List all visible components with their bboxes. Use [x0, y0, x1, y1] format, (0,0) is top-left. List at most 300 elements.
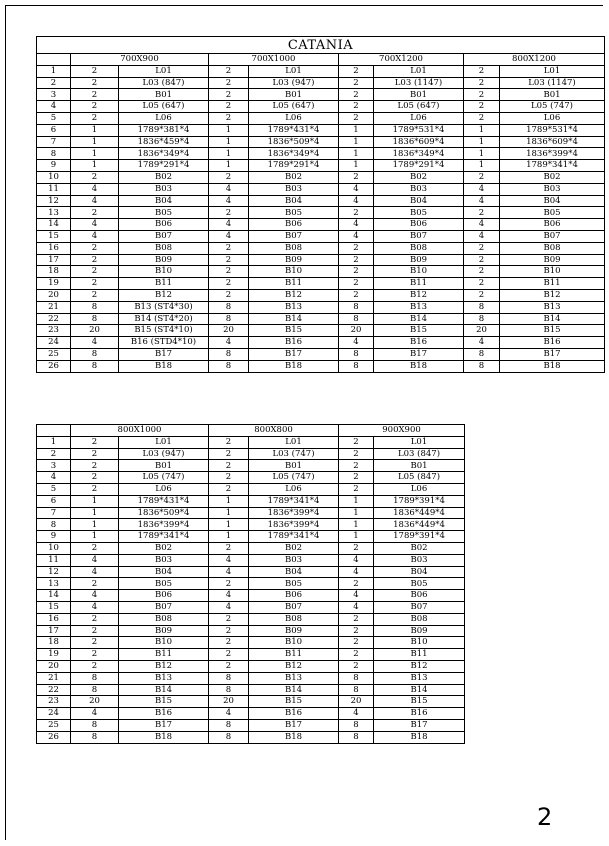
parts-table-1: [36, 36, 605, 373]
part-code-cell: L01: [249, 436, 339, 448]
table-row: [37, 360, 605, 372]
quantity-cell: 2: [209, 77, 249, 89]
table-row: [37, 684, 465, 696]
quantity-cell: 2: [71, 460, 119, 472]
quantity-cell: 4: [339, 590, 374, 602]
quantity-cell: 2: [339, 625, 374, 637]
quantity-cell: 20: [339, 696, 374, 708]
size-header: 800X800: [209, 425, 339, 437]
table-row: [37, 136, 605, 148]
quantity-cell: 2: [339, 101, 374, 113]
table-row: [37, 101, 605, 113]
part-code-cell: 1836*609*4: [374, 136, 464, 148]
table-row: [37, 590, 465, 602]
part-code-cell: B12: [249, 660, 339, 672]
quantity-cell: 1: [209, 495, 249, 507]
part-code-cell: B07: [374, 230, 464, 242]
part-code-cell: B17: [119, 348, 209, 360]
quantity-cell: 4: [464, 219, 500, 231]
part-code-cell: 1789*431*4: [249, 124, 339, 136]
part-code-cell: 1789*341*4: [249, 531, 339, 543]
row-number-cell: 9: [37, 160, 71, 172]
row-number-cell: 21: [37, 672, 71, 684]
part-code-cell: B14 (ST4*20): [119, 313, 209, 325]
part-code-cell: B08: [500, 242, 605, 254]
part-code-cell: B08: [249, 242, 339, 254]
quantity-cell: 8: [71, 301, 119, 313]
part-code-cell: 1789*291*4: [119, 160, 209, 172]
part-code-cell: B15: [374, 696, 465, 708]
row-number-cell: 23: [37, 325, 71, 337]
quantity-cell: 8: [209, 313, 249, 325]
part-code-cell: B16: [500, 337, 605, 349]
quantity-cell: 8: [339, 731, 374, 743]
part-code-cell: B02: [119, 171, 209, 183]
part-code-cell: B11: [500, 278, 605, 290]
quantity-cell: 1: [339, 148, 374, 160]
part-code-cell: B12: [119, 289, 209, 301]
part-code-cell: B13: [249, 672, 339, 684]
quantity-cell: 4: [209, 230, 249, 242]
quantity-cell: 2: [339, 278, 374, 290]
part-code-cell: B04: [374, 566, 465, 578]
part-code-cell: L05 (747): [500, 101, 605, 113]
quantity-cell: 4: [339, 337, 374, 349]
part-code-cell: L01: [249, 65, 339, 77]
table-row: [37, 289, 605, 301]
quantity-cell: 4: [71, 183, 119, 195]
quantity-cell: 4: [71, 601, 119, 613]
quantity-cell: 1: [71, 148, 119, 160]
quantity-cell: 4: [71, 219, 119, 231]
row-number-cell: 8: [37, 148, 71, 160]
quantity-cell: 2: [339, 112, 374, 124]
table-row: [37, 531, 465, 543]
table-row: [37, 219, 605, 231]
part-code-cell: B13: [119, 672, 209, 684]
part-code-cell: L05 (847): [374, 472, 465, 484]
part-code-cell: B07: [249, 230, 339, 242]
part-code-cell: B04: [374, 195, 464, 207]
part-code-cell: B06: [374, 219, 464, 231]
part-code-cell: B16 (STD4*10): [119, 337, 209, 349]
row-number-cell: 11: [37, 183, 71, 195]
table-row: [37, 148, 605, 160]
part-code-cell: B01: [374, 89, 464, 101]
part-code-cell: B08: [374, 242, 464, 254]
part-code-cell: B14: [374, 684, 465, 696]
part-code-cell: B15: [374, 325, 464, 337]
quantity-cell: 2: [464, 112, 500, 124]
quantity-cell: 4: [209, 601, 249, 613]
quantity-cell: 8: [71, 672, 119, 684]
quantity-cell: 1: [71, 136, 119, 148]
quantity-cell: 2: [339, 448, 374, 460]
quantity-cell: 2: [339, 660, 374, 672]
row-number-cell: 19: [37, 649, 71, 661]
quantity-cell: 8: [209, 348, 249, 360]
table-row: [37, 254, 605, 266]
part-code-cell: 1789*531*4: [374, 124, 464, 136]
quantity-cell: 2: [339, 77, 374, 89]
part-code-cell: L01: [119, 65, 209, 77]
part-code-cell: 1789*341*4: [249, 495, 339, 507]
quantity-cell: 1: [209, 148, 249, 160]
part-code-cell: B16: [119, 708, 209, 720]
part-code-cell: B06: [119, 590, 209, 602]
quantity-cell: 8: [339, 684, 374, 696]
quantity-cell: 1: [71, 507, 119, 519]
quantity-cell: 1: [339, 519, 374, 531]
quantity-cell: 4: [71, 195, 119, 207]
quantity-cell: 4: [209, 554, 249, 566]
part-code-cell: B04: [119, 195, 209, 207]
part-code-cell: L01: [374, 65, 464, 77]
row-number-cell: 7: [37, 507, 71, 519]
table-row: [37, 519, 465, 531]
table-row: [37, 649, 465, 661]
row-number-cell: 1: [37, 65, 71, 77]
part-code-cell: L06: [249, 483, 339, 495]
part-code-cell: B13: [374, 672, 465, 684]
quantity-cell: 2: [71, 625, 119, 637]
quantity-cell: 2: [209, 578, 249, 590]
table-row: [37, 436, 465, 448]
part-code-cell: B12: [500, 289, 605, 301]
table-row: [37, 337, 605, 349]
part-code-cell: B13: [249, 301, 339, 313]
part-code-cell: B01: [249, 89, 339, 101]
row-number-cell: 2: [37, 77, 71, 89]
quantity-cell: 4: [464, 337, 500, 349]
part-code-cell: B03: [500, 183, 605, 195]
part-code-cell: L03 (947): [249, 77, 339, 89]
quantity-cell: 2: [209, 483, 249, 495]
quantity-cell: 1: [209, 124, 249, 136]
row-number-cell: 21: [37, 301, 71, 313]
quantity-cell: 4: [71, 566, 119, 578]
table-row: [37, 171, 605, 183]
quantity-cell: 8: [71, 731, 119, 743]
part-code-cell: B01: [374, 460, 465, 472]
quantity-cell: 2: [71, 289, 119, 301]
row-number-cell: 13: [37, 578, 71, 590]
table-row: [37, 566, 465, 578]
quantity-cell: 2: [339, 171, 374, 183]
quantity-cell: 20: [71, 696, 119, 708]
row-number-cell: 16: [37, 242, 71, 254]
quantity-cell: 2: [464, 254, 500, 266]
table-row: [37, 278, 605, 290]
quantity-cell: 2: [71, 542, 119, 554]
part-code-cell: B09: [249, 625, 339, 637]
quantity-cell: 2: [339, 89, 374, 101]
quantity-cell: 2: [71, 436, 119, 448]
part-code-cell: 1836*349*4: [119, 148, 209, 160]
table-row: [37, 613, 465, 625]
table-row: [37, 472, 465, 484]
quantity-cell: 4: [209, 566, 249, 578]
quantity-cell: 8: [464, 348, 500, 360]
quantity-cell: 4: [464, 195, 500, 207]
part-code-cell: B11: [374, 278, 464, 290]
quantity-cell: 2: [71, 171, 119, 183]
row-number-cell: 13: [37, 207, 71, 219]
quantity-cell: 2: [339, 637, 374, 649]
table-row: [37, 230, 605, 242]
quantity-cell: 2: [71, 637, 119, 649]
quantity-cell: 20: [71, 325, 119, 337]
part-code-cell: B06: [249, 219, 339, 231]
quantity-cell: 2: [71, 77, 119, 89]
part-code-cell: 1836*349*4: [374, 148, 464, 160]
quantity-cell: 8: [464, 313, 500, 325]
quantity-cell: 20: [209, 325, 249, 337]
size-header: 700X900: [71, 54, 209, 66]
table-row: [37, 89, 605, 101]
row-number-cell: 3: [37, 460, 71, 472]
part-code-cell: B18: [119, 360, 209, 372]
header-blank-cell: [37, 54, 71, 66]
row-number-cell: 20: [37, 289, 71, 301]
quantity-cell: 1: [71, 519, 119, 531]
quantity-cell: 1: [71, 531, 119, 543]
row-number-cell: 5: [37, 483, 71, 495]
part-code-cell: 1836*509*4: [119, 507, 209, 519]
part-code-cell: B16: [249, 708, 339, 720]
quantity-cell: 1: [339, 136, 374, 148]
part-code-cell: 1836*399*4: [500, 148, 605, 160]
row-number-cell: 25: [37, 348, 71, 360]
table-row: [37, 183, 605, 195]
row-number-cell: 11: [37, 554, 71, 566]
table-row: [37, 708, 465, 720]
part-code-cell: 1836*399*4: [249, 507, 339, 519]
table-row: [37, 731, 465, 743]
part-code-cell: B18: [374, 731, 465, 743]
quantity-cell: 2: [71, 254, 119, 266]
part-code-cell: L05 (647): [119, 101, 209, 113]
part-code-cell: B17: [249, 719, 339, 731]
row-number-cell: 4: [37, 472, 71, 484]
part-code-cell: B01: [249, 460, 339, 472]
table-row: [37, 195, 605, 207]
table-row: [37, 601, 465, 613]
part-code-cell: B10: [249, 637, 339, 649]
table-row: [37, 112, 605, 124]
quantity-cell: 2: [209, 637, 249, 649]
quantity-cell: 4: [339, 230, 374, 242]
table-row: [37, 625, 465, 637]
quantity-cell: 4: [339, 183, 374, 195]
quantity-cell: 2: [209, 472, 249, 484]
part-code-cell: B05: [119, 578, 209, 590]
quantity-cell: 2: [464, 242, 500, 254]
quantity-cell: 8: [209, 360, 249, 372]
row-number-cell: 18: [37, 637, 71, 649]
part-code-cell: L05 (747): [249, 472, 339, 484]
table-row: [37, 578, 465, 590]
part-code-cell: B14: [249, 313, 339, 325]
part-code-cell: B08: [119, 242, 209, 254]
part-code-cell: B15: [249, 325, 339, 337]
size-header-row: [37, 54, 605, 66]
part-code-cell: 1789*531*4: [500, 124, 605, 136]
table-row: [37, 207, 605, 219]
quantity-cell: 2: [209, 460, 249, 472]
page-number: 2: [537, 803, 553, 831]
part-code-cell: L05 (647): [374, 101, 464, 113]
quantity-cell: 8: [464, 301, 500, 313]
quantity-cell: 2: [71, 112, 119, 124]
table-row: [37, 637, 465, 649]
part-code-cell: B16: [374, 337, 464, 349]
part-code-cell: B07: [119, 230, 209, 242]
quantity-cell: 2: [71, 472, 119, 484]
quantity-cell: 2: [209, 112, 249, 124]
part-code-cell: B16: [374, 708, 465, 720]
quantity-cell: 2: [464, 65, 500, 77]
part-code-cell: 1836*449*4: [374, 507, 465, 519]
part-code-cell: B17: [249, 348, 339, 360]
row-number-cell: 23: [37, 696, 71, 708]
row-number-cell: 16: [37, 613, 71, 625]
part-code-cell: B09: [119, 254, 209, 266]
quantity-cell: 8: [71, 684, 119, 696]
quantity-cell: 4: [209, 708, 249, 720]
part-code-cell: 1789*431*4: [119, 495, 209, 507]
quantity-cell: 2: [71, 278, 119, 290]
row-number-cell: 7: [37, 136, 71, 148]
quantity-cell: 2: [209, 266, 249, 278]
quantity-cell: 4: [209, 337, 249, 349]
quantity-cell: 8: [71, 719, 119, 731]
row-number-cell: 6: [37, 495, 71, 507]
quantity-cell: 1: [339, 160, 374, 172]
part-code-cell: L03 (1147): [500, 77, 605, 89]
quantity-cell: 2: [339, 460, 374, 472]
quantity-cell: 8: [339, 313, 374, 325]
row-number-cell: 3: [37, 89, 71, 101]
part-code-cell: B13 (ST4*30): [119, 301, 209, 313]
part-code-cell: B11: [249, 278, 339, 290]
quantity-cell: 2: [339, 436, 374, 448]
quantity-cell: 4: [209, 590, 249, 602]
quantity-cell: 2: [464, 101, 500, 113]
quantity-cell: 1: [209, 136, 249, 148]
quantity-cell: 2: [209, 101, 249, 113]
part-code-cell: 1789*341*4: [500, 160, 605, 172]
part-code-cell: B17: [119, 719, 209, 731]
part-code-cell: B06: [249, 590, 339, 602]
part-code-cell: 1836*399*4: [249, 519, 339, 531]
table-row: [37, 672, 465, 684]
part-code-cell: B06: [119, 219, 209, 231]
part-code-cell: 1789*391*4: [374, 495, 465, 507]
quantity-cell: 2: [71, 448, 119, 460]
quantity-cell: 4: [339, 554, 374, 566]
quantity-cell: 4: [339, 219, 374, 231]
part-code-cell: B12: [249, 289, 339, 301]
table-row: [37, 483, 465, 495]
part-code-cell: L05 (747): [119, 472, 209, 484]
quantity-cell: 1: [209, 160, 249, 172]
quantity-cell: 20: [464, 325, 500, 337]
part-code-cell: B07: [119, 601, 209, 613]
part-code-cell: 1789*291*4: [249, 160, 339, 172]
table-row: [37, 719, 465, 731]
part-code-cell: B01: [119, 89, 209, 101]
part-code-cell: B09: [249, 254, 339, 266]
part-code-cell: 1836*609*4: [500, 136, 605, 148]
row-number-cell: 18: [37, 266, 71, 278]
part-code-cell: L03 (1147): [374, 77, 464, 89]
quantity-cell: 4: [339, 601, 374, 613]
part-code-cell: L03 (847): [119, 77, 209, 89]
part-code-cell: B18: [374, 360, 464, 372]
row-number-cell: 22: [37, 313, 71, 325]
quantity-cell: 2: [209, 289, 249, 301]
quantity-cell: 2: [464, 289, 500, 301]
row-number-cell: 24: [37, 708, 71, 720]
size-header: 700X1000: [209, 54, 339, 66]
quantity-cell: 2: [339, 472, 374, 484]
part-code-cell: B06: [374, 590, 465, 602]
row-number-cell: 10: [37, 542, 71, 554]
quantity-cell: 2: [71, 660, 119, 672]
row-number-cell: 14: [37, 219, 71, 231]
quantity-cell: 2: [71, 649, 119, 661]
part-code-cell: B11: [119, 649, 209, 661]
part-code-cell: B12: [119, 660, 209, 672]
part-code-cell: B03: [119, 183, 209, 195]
quantity-cell: 2: [209, 254, 249, 266]
part-code-cell: B14: [249, 684, 339, 696]
quantity-cell: 1: [339, 507, 374, 519]
table-row: [37, 65, 605, 77]
quantity-cell: 2: [464, 266, 500, 278]
quantity-cell: 2: [464, 89, 500, 101]
row-number-cell: 19: [37, 278, 71, 290]
part-code-cell: B04: [119, 566, 209, 578]
row-number-cell: 5: [37, 112, 71, 124]
quantity-cell: 8: [339, 348, 374, 360]
part-code-cell: B17: [500, 348, 605, 360]
part-code-cell: B02: [249, 542, 339, 554]
quantity-cell: 4: [209, 219, 249, 231]
quantity-cell: 2: [339, 649, 374, 661]
quantity-cell: 2: [464, 171, 500, 183]
part-code-cell: L06: [500, 112, 605, 124]
part-code-cell: 1836*509*4: [249, 136, 339, 148]
part-code-cell: L06: [374, 483, 465, 495]
quantity-cell: 4: [339, 195, 374, 207]
quantity-cell: 8: [339, 672, 374, 684]
quantity-cell: 2: [339, 578, 374, 590]
row-number-cell: 20: [37, 660, 71, 672]
part-code-cell: L06: [374, 112, 464, 124]
quantity-cell: 4: [339, 708, 374, 720]
row-number-cell: 2: [37, 448, 71, 460]
quantity-cell: 8: [71, 360, 119, 372]
part-code-cell: B08: [119, 613, 209, 625]
quantity-cell: 2: [339, 542, 374, 554]
quantity-cell: 20: [209, 696, 249, 708]
part-code-cell: B16: [249, 337, 339, 349]
row-number-cell: 10: [37, 171, 71, 183]
quantity-cell: 4: [464, 183, 500, 195]
quantity-cell: 4: [71, 554, 119, 566]
